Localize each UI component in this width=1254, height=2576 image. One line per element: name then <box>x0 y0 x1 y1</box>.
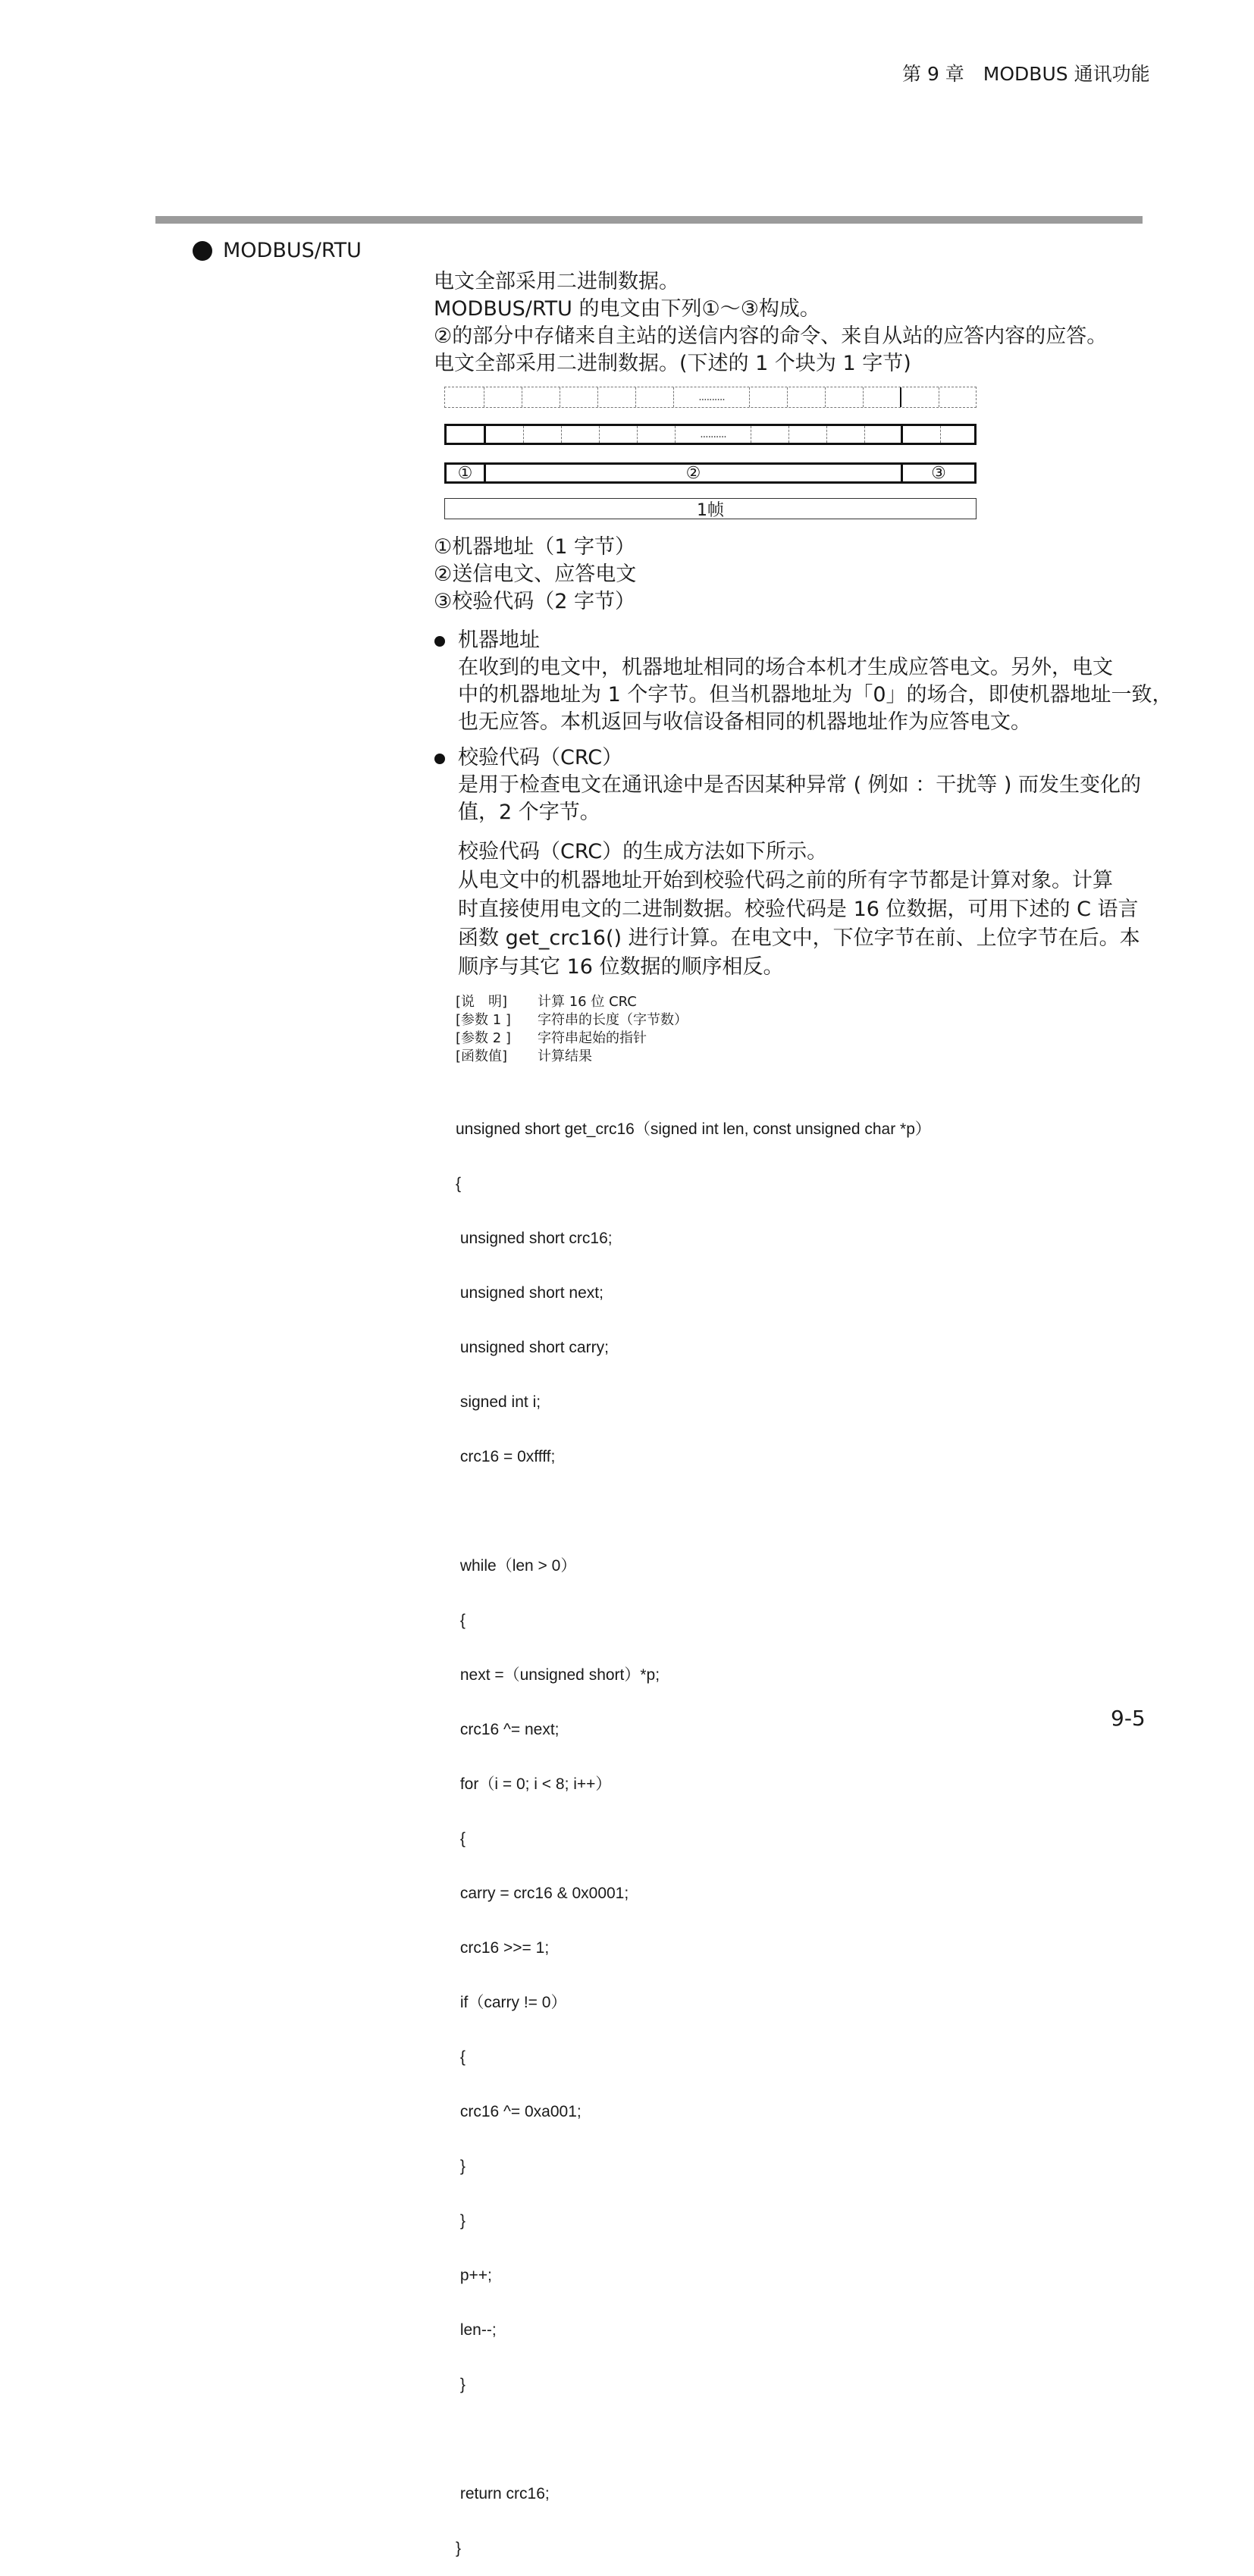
code-line: p++; <box>456 2267 492 2284</box>
desc-row <box>456 1011 688 1029</box>
intro-line: ②的部分中存储来自主站的送信内容的命令、来自从站的应答内容的应答。 <box>434 324 1108 348</box>
section-bullet-icon <box>193 241 212 261</box>
byte-cell <box>562 426 600 443</box>
byte-cell <box>447 426 486 443</box>
desc-key: [说 明] <box>456 994 508 1010</box>
byte-cell <box>864 387 901 407</box>
function-description <box>456 993 688 1066</box>
code-line: } <box>456 2540 462 2557</box>
crc-block <box>458 744 1141 826</box>
intro-paragraph <box>434 268 1107 378</box>
byte-row-solid <box>444 424 977 445</box>
code-line: return crc16; <box>456 2485 550 2502</box>
device-address-line: 中的机器地址为 1 个字节。但当机器地址为「0」的场合，即使机器地址一致， <box>458 683 1173 707</box>
code-line: crc16 ^= 0xa001; <box>456 2103 582 2120</box>
code-line: } <box>456 2376 466 2393</box>
code-line: while（len > 0） <box>456 1557 577 1575</box>
byte-cell <box>445 387 484 407</box>
desc-key: [函数值] <box>456 1048 508 1064</box>
byte-cell <box>939 387 975 407</box>
code-line <box>456 1503 931 1521</box>
byte-cell <box>788 387 826 407</box>
byte-cell <box>486 426 524 443</box>
byte-cell <box>524 426 562 443</box>
section-title: MODBUS/RTU <box>223 239 362 262</box>
crc-method-line: 时直接使用电文的二进制数据。校验代码是 16 位数据，可用下述的 C 语言 <box>458 898 1139 921</box>
ellipsis: .......... <box>700 428 726 440</box>
byte-cell <box>827 426 865 443</box>
code-line: } <box>456 2158 466 2175</box>
page-number: 9-5 <box>1111 1706 1146 1731</box>
byte-cell <box>600 426 638 443</box>
byte-cell <box>598 387 636 407</box>
code-line: if（carry != 0） <box>456 1994 567 2011</box>
crc-line: 值，2 个字节。 <box>458 801 600 824</box>
byte-cell <box>941 426 974 443</box>
desc-key: [参数 2 ] <box>456 1030 511 1046</box>
byte-cell <box>789 426 827 443</box>
crc-method-line: 校验代码（CRC）的生成方法如下所示。 <box>458 840 828 863</box>
code-line: next =（unsigned short）*p; <box>456 1666 660 1684</box>
code-line: signed int i; <box>456 1393 541 1411</box>
legend-item: ②送信电文、应答电文 <box>434 563 637 586</box>
code-listing <box>456 1084 931 2576</box>
byte-cell-ellipsis <box>676 426 751 443</box>
desc-row <box>456 993 688 1011</box>
code-line: crc16 = 0xffff; <box>456 1448 556 1465</box>
frame-part-crc: ③ <box>931 463 946 483</box>
desc-row <box>456 1048 688 1066</box>
code-line: { <box>456 1175 462 1192</box>
frame-legend <box>434 534 636 616</box>
crc-line: 是用于检查电文在通讯途中是否因某种异常 ( 例如 ：干扰等 ) 而发生变化的 <box>458 773 1141 797</box>
code-line: { <box>456 1830 466 1847</box>
code-line: crc16 >>= 1; <box>456 1939 550 1957</box>
code-line: for（i = 0; i < 8; i++） <box>456 1775 612 1793</box>
byte-row-dashed <box>444 387 977 408</box>
byte-cell <box>865 426 903 443</box>
legend-item: ①机器地址（1 字节） <box>434 535 635 559</box>
intro-line: 电文全部采用二进制数据。 <box>434 270 679 293</box>
byte-cell <box>901 387 939 407</box>
intro-line: MODBUS/RTU 的电文由下列①～③构成。 <box>434 297 820 321</box>
bullet-icon <box>434 754 445 764</box>
code-line: { <box>456 2048 466 2066</box>
crc-title: 校验代码（CRC） <box>458 746 623 769</box>
code-line: unsigned short next; <box>456 1284 603 1302</box>
code-line: unsigned short get_crc16（signed int len, const unsigned char *p） <box>456 1120 931 1138</box>
byte-cell <box>522 387 560 407</box>
bullet-icon <box>434 636 445 647</box>
crc-method-line: 函数 get_crc16() 进行计算。在电文中，下位字节在前、上位字节在后。本 <box>458 926 1140 950</box>
byte-cell <box>560 387 598 407</box>
device-address-block <box>458 627 1173 736</box>
frame-part-address: ① <box>447 465 486 481</box>
crc-method-line: 从电文中的机器地址开始到校验代码之前的所有字节都是计算对象。计算 <box>458 869 1113 892</box>
desc-row <box>456 1029 688 1048</box>
byte-cell <box>751 426 789 443</box>
intro-line: 电文全部采用二进制数据。(下述的 1 个块为 1 字节) <box>434 352 911 375</box>
frame-label: 1帧 <box>697 500 724 520</box>
byte-cell <box>638 426 676 443</box>
section-divider <box>155 216 1143 224</box>
byte-cell <box>484 387 522 407</box>
desc-value: 计算 16 位 CRC <box>538 994 637 1010</box>
ellipsis: .......... <box>698 391 725 403</box>
byte-cell <box>750 387 788 407</box>
frame-total-row <box>444 498 977 519</box>
device-address-title: 机器地址 <box>458 628 540 652</box>
frame-part-message: ② <box>486 465 903 481</box>
code-line: { <box>456 1612 466 1629</box>
frame-parts-row <box>444 462 977 484</box>
code-line: crc16 ^= next; <box>456 1721 560 1738</box>
byte-cell-ellipsis <box>674 387 750 407</box>
byte-cell <box>903 426 941 443</box>
desc-value: 计算结果 <box>538 1048 592 1064</box>
byte-cell <box>826 387 864 407</box>
device-address-line: 在收到的电文中，机器地址相同的场合本机才生成应答电文。另外，电文 <box>458 656 1113 679</box>
code-line: unsigned short carry; <box>456 1339 609 1356</box>
code-line <box>456 2430 931 2449</box>
running-header: 第 9 章 MODBUS 通讯功能 <box>902 63 1150 85</box>
crc-method-block <box>458 838 1140 982</box>
crc-method-line: 顺序与其它 16 位数据的顺序相反。 <box>458 955 784 979</box>
code-line: } <box>456 2212 466 2230</box>
code-line: len--; <box>456 2321 497 2339</box>
legend-item: ③校验代码（2 字节） <box>434 590 635 613</box>
device-address-line: 也无应答。本机返回与收信设备相同的机器地址作为应答电文。 <box>458 710 1031 734</box>
desc-value: 字符串的长度（字节数） <box>538 1012 688 1028</box>
code-line: carry = crc16 & 0x0001; <box>456 1885 629 1902</box>
code-line: unsigned short crc16; <box>456 1230 613 1247</box>
desc-value: 字符串起始的指针 <box>538 1030 647 1046</box>
byte-cell <box>636 387 674 407</box>
desc-key: [参数 1 ] <box>456 1012 511 1028</box>
